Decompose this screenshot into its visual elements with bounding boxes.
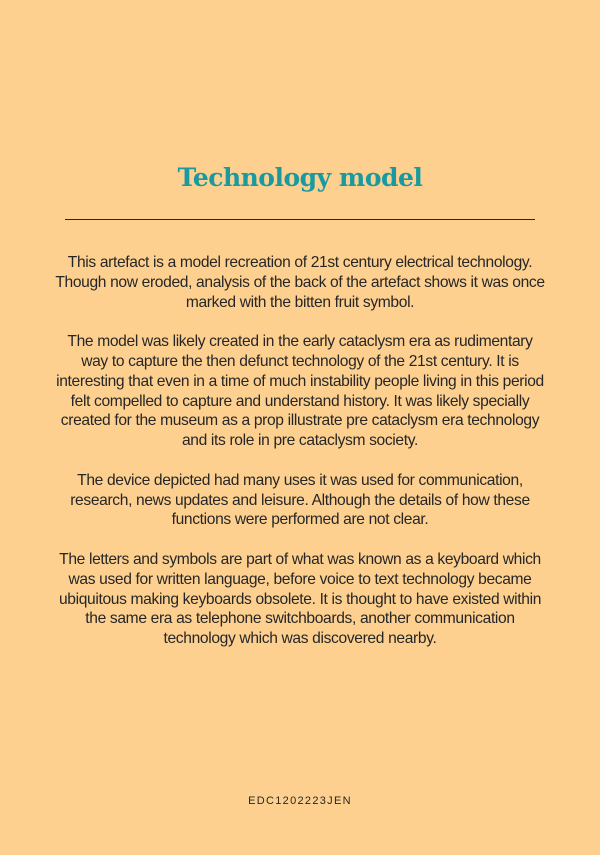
paragraph-4: The letters and symbols are part of what was known as a keyboard which was used for written language, before voice to text technology became ubiquitous making keyboards obsolete. It is thought to have existed within the same era as telephone switchboards, another communication technology which was discovered nearby.: [58, 550, 542, 648]
paragraph-1: This artefact is a model recreation of 21st century electrical technology. Though now eroded, analysis of the back of the artefact shows it was once marked with the bitten fruit symbol.: [55, 254, 545, 311]
page-title: Technology model: [177, 163, 423, 192]
title-divider: [65, 219, 535, 220]
paragraph-2: The model was likely created in the early cataclysm era as rudimentary way to capture the then defunct technology of the 21st century. It is interesting that even in a time of much instability people living in this period felt compelled to capture and understand history. It was likely specially created for the museum as a prop illustrate pre cataclysm era technology and its role in pre cataclysm society.: [56, 333, 544, 450]
reference-code: EDC1202223JEN: [248, 795, 352, 807]
paragraph-3: The device depicted had many uses it was used for communication, research, news updates and leisure. Although the details of how these functions were performed are not clear.: [70, 471, 530, 529]
body-text: [55, 253, 545, 669]
